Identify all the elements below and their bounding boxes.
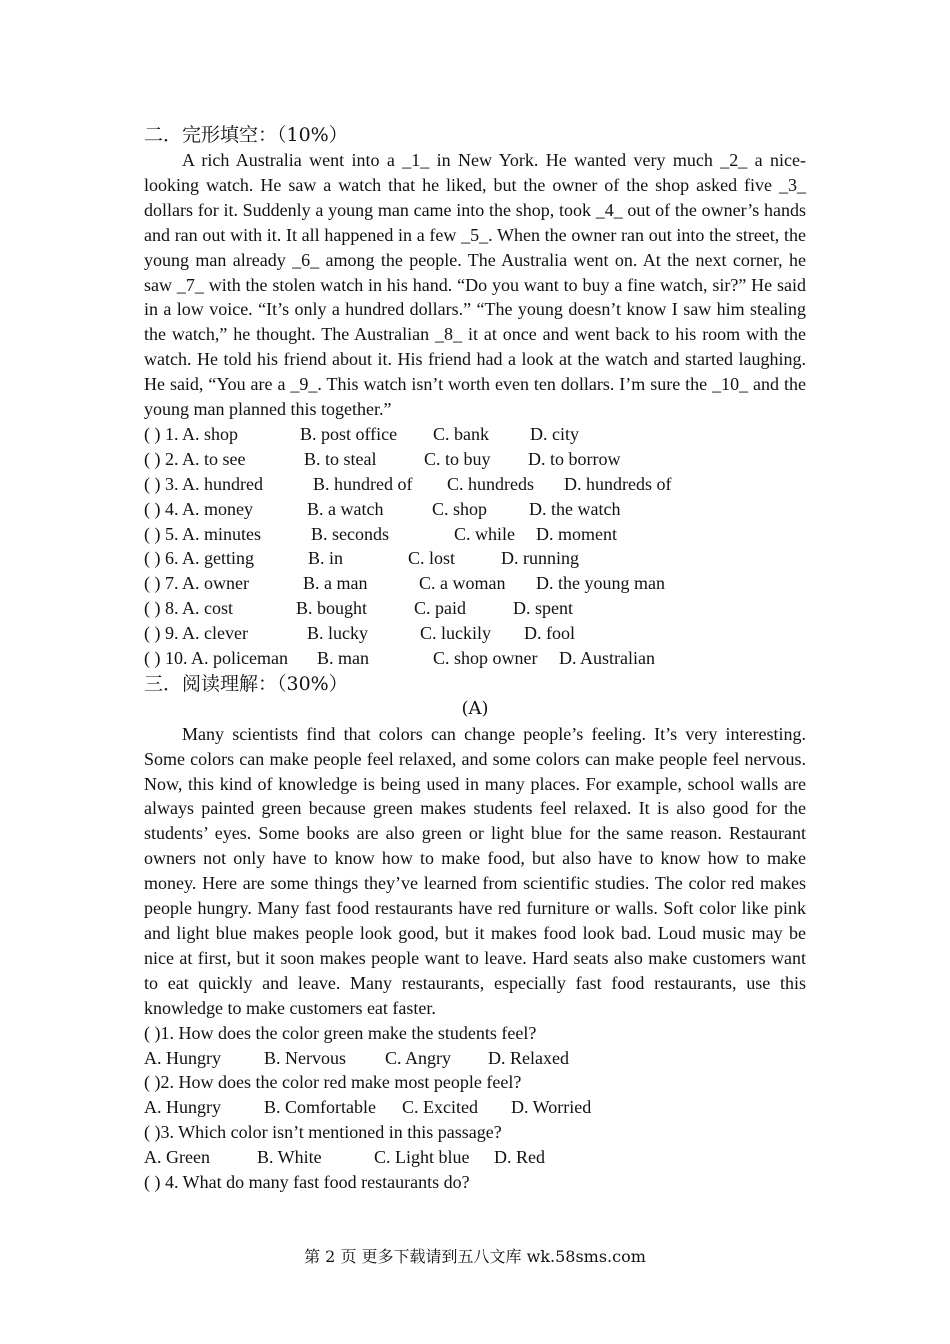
cloze-questions: [144, 422, 806, 671]
page-footer: 第 2 页 更多下载请到五八文库 wk.58sms.com: [304, 1247, 646, 1266]
reading-question-4: ( ) 4. What do many fast food restaurants do?: [144, 1171, 470, 1192]
reading-options-2: A. Hungry B. Comfortable C. Excited D. Worried: [144, 1097, 592, 1118]
cloze-question: ( ) 10. A. policeman B. man C. shop owner D. Australian: [144, 647, 655, 668]
reading-question-3: ( )3. Which color isn’t mentioned in this passage?: [144, 1122, 502, 1143]
passage-a-label: (A): [461, 697, 489, 719]
cloze-question: ( ) 8. A. cost B. bought C. paid D. spent: [144, 598, 573, 619]
cloze-question: ( ) 6. A. getting B. in C. lost D. running: [144, 548, 579, 569]
reading-options-1: A. Hungry B. Nervous C. Angry D. Relaxed: [144, 1047, 569, 1068]
section2-heading: 二．完形填空：（10%）: [144, 124, 348, 146]
reading-passage: Many scientists find that colors can change people’s feeling. It’s very interesting. Some colors can make people feel relaxed, and some colors can make people feel nervous. Now, this kind of knowledge is being used in many places. For example, school walls are always painted green because green makes students feel relaxed. It is also good for the students’ eyes. Some books are also green or light blue for the same reason. Restaurant owners not only have to know how to make food, but also have to know how to make money. Here are some things they’ve learned from scientific studies. The color red makes people hungry. Many fast food restaurants have red furniture or walls. Soft color like pink and light blue makes people look good, but it makes food look bad. Loud music may be nice at first, but it soon makes people want to leave. Hard seats also make customers want to eat quickly and leave. Many restaurants, especially fast food restaurants, use this knowledge to make customers eat faster.: [144, 723, 806, 1018]
reading-question-2: ( )2. How does the color red make most people feel?: [144, 1072, 522, 1093]
reading-options-3: A. Green B. White C. Light blue D. Red: [144, 1147, 545, 1168]
reading-question-1: ( )1. How does the color green make the students feel?: [144, 1022, 537, 1043]
cloze-question: ( ) 9. A. clever B. lucky C. luckily D. fool: [144, 623, 575, 644]
page-content: [144, 122, 806, 1195]
cloze-question: ( ) 2. A. to see B. to steal C. to buy D. to borrow: [144, 448, 621, 469]
cloze-question: ( ) 7. A. owner B. a man C. a woman D. the young man: [144, 573, 665, 594]
cloze-passage: A rich Australia went into a _1_ in New York. He wanted very much _2_ a nice-looking watch. He saw a watch that he liked, but the owner of the shop asked five _3_ dollars for it. Suddenly a young man came into the shop, took _4_ out of the owner’s hands and ran out with it. It all happened in a few _5_. When the owner ran out into the street, the young man already _6_ among the people. The Australia went on. At the next corner, he saw _7_ with the stolen watch in his hand. “Do you want to buy a fine watch, sir?” He said in a low voice. “It’s only a hundred dollars.” “The young doesn’t know I saw him stealing the watch,” he thought. The Australian _8_ it at once and went back to his room with the watch. He told his friend about it. His friend had a look at the watch and started laughing. He said, “You are a _9_. This watch isn’t worth even ten dollars. I’m sure the _10_ and the young man planned this together.”: [144, 150, 806, 420]
cloze-question: ( ) 3. A. hundred B. hundred of C. hundreds D. hundreds of: [144, 473, 672, 494]
cloze-question: ( ) 1. A. shop B. post office C. bank D. city: [144, 423, 579, 444]
cloze-question: ( ) 4. A. money B. a watch C. shop D. the watch: [144, 498, 621, 519]
section3-heading: 三．阅读理解：（30%）: [144, 672, 348, 695]
cloze-question: ( ) 5. A. minutes B. seconds C. while D. moment: [144, 523, 617, 544]
